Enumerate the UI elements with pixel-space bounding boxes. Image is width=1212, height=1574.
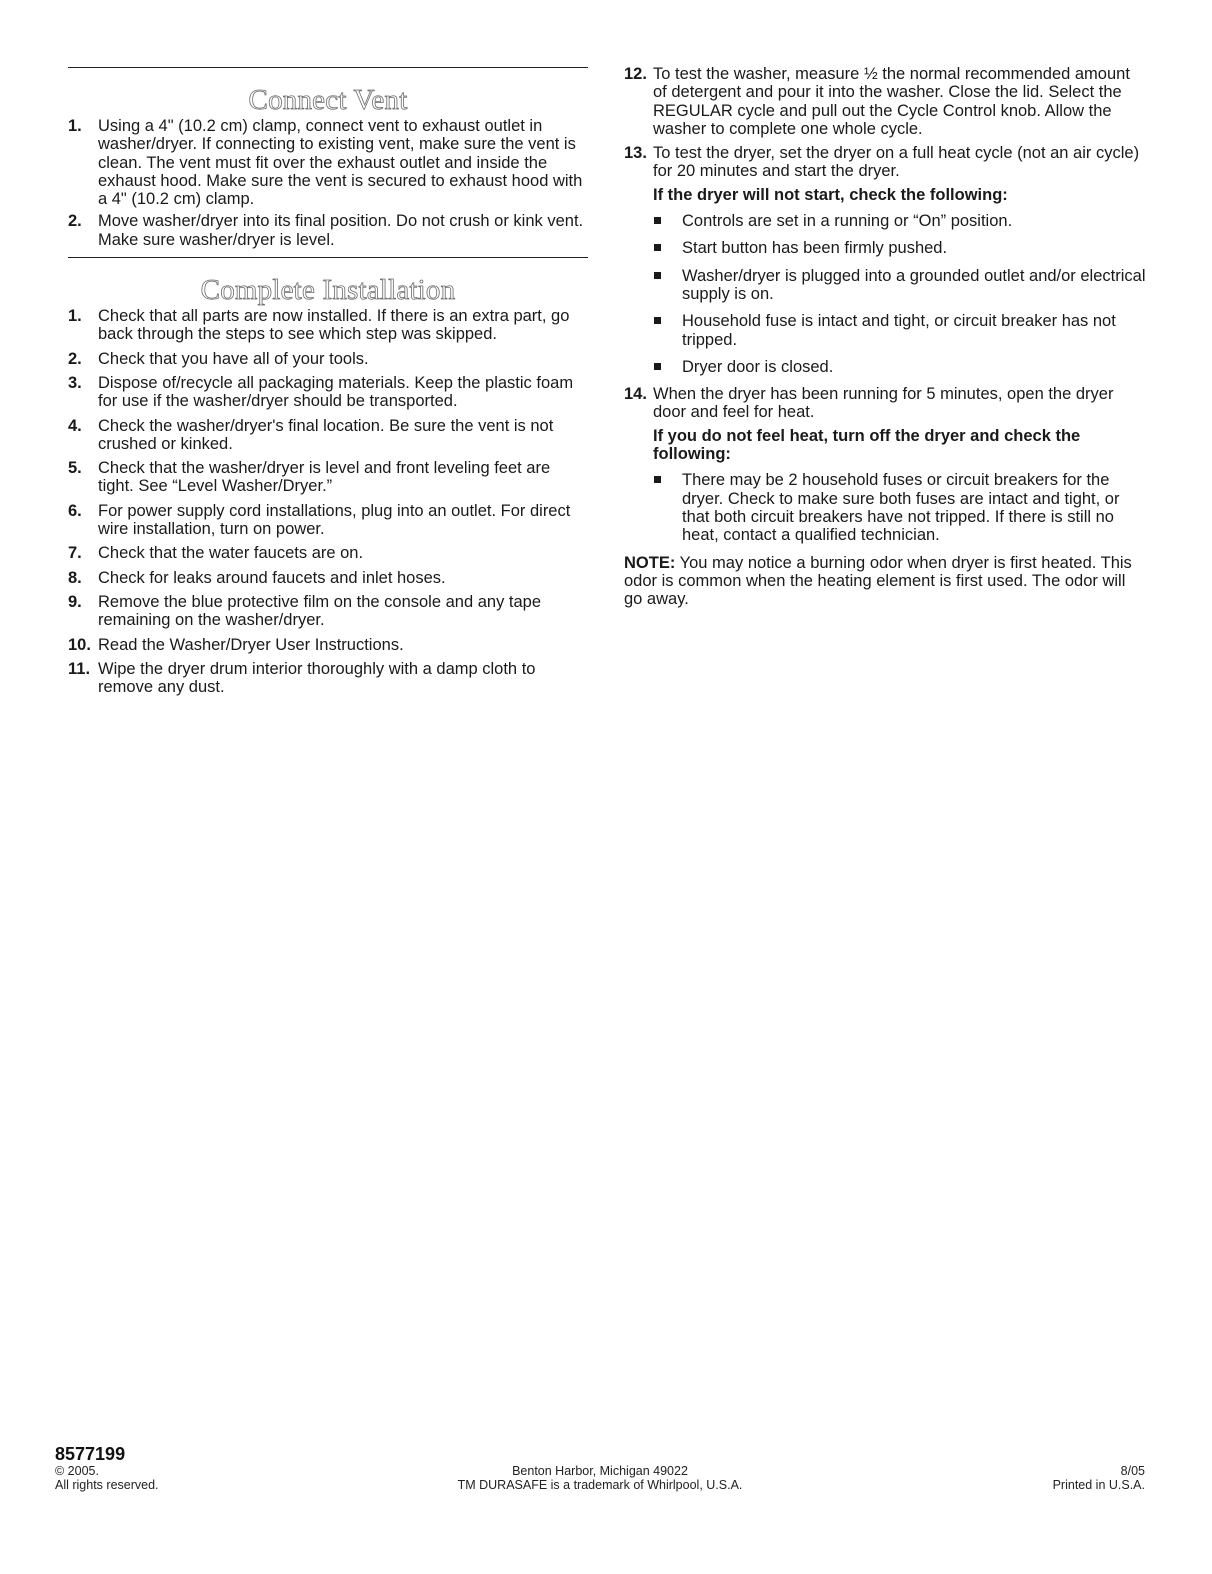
step-text: Move washer/dryer into its final position. Do not crush or kink vent. Make sure washer/dryer is level. <box>98 212 584 249</box>
list-item <box>68 350 588 368</box>
step-text: To test the dryer, set the dryer on a full heat cycle (not an air cycle) for 20 minutes and start the dryer. <box>653 144 1140 181</box>
trademark-text: TM DURASAFE is a trademark of Whirlpool, U.S.A. <box>457 1478 743 1492</box>
step-number: 10. <box>68 635 91 654</box>
step-number: 9. <box>68 592 82 611</box>
step-text: To test the washer, measure ½ the normal recommended amount of detergent and pour it into the washer. Close the lid. Select the REGULAR cycle and pull out the Cycle Control knob. Allow the washer to complete one whole cycle. <box>653 65 1130 138</box>
list-item <box>653 239 1146 257</box>
check-text: Start button has been firmly pushed. <box>682 239 948 258</box>
list-item <box>653 358 1146 376</box>
note-paragraph <box>624 554 1146 609</box>
list-item <box>68 307 588 344</box>
list-item <box>68 117 588 208</box>
square-bullet-icon <box>654 272 661 279</box>
check-text: Dryer door is closed. <box>682 357 834 376</box>
step-number: 5. <box>68 459 82 478</box>
list-item <box>68 660 588 697</box>
step-text: Wipe the dryer drum interior thoroughly with a damp cloth to remove any dust. <box>98 659 536 697</box>
list-item <box>653 312 1146 349</box>
no-heat-heading: If you do not feel heat, turn off the dryer and check the following: <box>653 426 1081 464</box>
copyright-text: © 2005. <box>55 1464 99 1478</box>
step-text: Check that all parts are now installed. If there is an extra part, go back through the steps to see which step was skipped. <box>98 307 570 344</box>
step-text: Using a 4" (10.2 cm) clamp, connect vent to exhaust outlet in washer/dryer. If connecting to existing vent, make sure the vent is clean. The vent must fit over the exhaust outlet and inside the exhaust hood. Make sure the vent is secured to exhaust hood with a 4" (10.2 cm) clamp. <box>98 117 583 209</box>
step-text: Read the Washer/Dryer User Instructions. <box>98 635 404 654</box>
square-bullet-icon <box>654 363 661 370</box>
step-number: 7. <box>68 544 82 563</box>
list-item <box>68 636 588 654</box>
complete-installation-heading: Complete Installation <box>200 274 456 307</box>
footer-row <box>55 1464 1145 1494</box>
step-number: 12. <box>624 65 647 83</box>
step-text: Check that you have all of your tools. <box>98 349 369 368</box>
step-text: Check that the washer/dryer is level and front leveling feet are tight. See “Level Washer/Dryer.” <box>98 459 551 496</box>
page-footer <box>55 1444 1145 1494</box>
list-item <box>68 502 588 539</box>
no-start-heading: If the dryer will not start, check the following: <box>653 185 1008 204</box>
step-number: 13. <box>624 144 647 163</box>
test-steps <box>624 65 1146 545</box>
list-item <box>653 471 1146 544</box>
step-number: 6. <box>68 501 82 520</box>
step-text: For power supply cord installations, plug into an outlet. For direct wire installation, turn on power. <box>98 501 571 539</box>
step-text: Check for leaks around faucets and inlet hoses. <box>98 568 446 587</box>
footer-center <box>55 1464 1145 1492</box>
complete-installation-steps <box>68 307 588 696</box>
step-text: Remove the blue protective film on the console and any tape remaining on the washer/dryer. <box>98 592 542 630</box>
list-item <box>624 144 1146 376</box>
step-number: 8. <box>68 568 82 587</box>
list-item <box>653 267 1146 304</box>
list-item <box>68 459 588 496</box>
step-number: 3. <box>68 373 82 392</box>
part-number: 8577199 <box>55 1444 126 1464</box>
no-start-checklist <box>653 212 1146 376</box>
step-text: Check that the water faucets are on. <box>98 544 364 563</box>
list-item <box>624 385 1146 544</box>
step-text: Dispose of/recycle all packaging materials. Keep the plastic foam for use if the washer/dryer should be transported. <box>98 373 574 411</box>
list-item <box>68 544 588 562</box>
step-number: 1. <box>68 117 82 135</box>
connect-vent-heading: Connect Vent <box>248 84 408 116</box>
right-column <box>624 0 1146 608</box>
no-heat-checklist <box>653 471 1146 544</box>
note-text: You may notice a burning odor when dryer is first heated. This odor is common when the heating element is first used. The odor will go away. <box>624 553 1132 609</box>
check-text: Household fuse is intact and tight, or circuit breaker has not tripped. <box>682 312 1116 349</box>
list-item <box>68 212 588 249</box>
step-number: 2. <box>68 212 82 231</box>
list-item <box>68 417 588 454</box>
square-bullet-icon <box>654 217 661 224</box>
list-item <box>68 593 588 630</box>
list-item <box>624 65 1146 138</box>
step-text: When the dryer has been running for 5 minutes, open the dryer door and feel for heat. <box>653 385 1114 422</box>
check-text: Controls are set in a running or “On” position. <box>682 212 1013 231</box>
check-text: Washer/dryer is plugged into a grounded outlet and/or electrical supply is on. <box>682 266 1146 303</box>
list-item <box>653 212 1146 230</box>
connect-vent-steps <box>68 117 588 249</box>
step-number: 2. <box>68 349 82 368</box>
step-number: 11. <box>68 659 91 678</box>
printed-text: Printed in U.S.A. <box>1052 1478 1145 1492</box>
date-text: 8/05 <box>1120 1464 1145 1478</box>
address-text: Benton Harbor, Michigan 49022 <box>512 1464 688 1478</box>
square-bullet-icon <box>654 476 661 483</box>
list-item <box>68 569 588 587</box>
footer-right <box>1053 1464 1145 1492</box>
step-text: Check the washer/dryer's final location. Be sure the vent is not crushed or kinked. <box>98 416 554 453</box>
left-column <box>68 0 588 696</box>
step-number: 4. <box>68 416 82 435</box>
rights-text: All rights reserved. <box>55 1478 159 1492</box>
check-text: There may be 2 household fuses or circuit breakers for the dryer. Check to make sure both fuses are intact and tight, or that both circuit breakers have not tripped. If there is still no heat, contact a qualified technician. <box>682 471 1120 545</box>
step-number: 1. <box>68 307 82 326</box>
step-number: 14. <box>624 385 647 404</box>
square-bullet-icon <box>654 244 661 251</box>
note-label: NOTE: <box>624 553 676 572</box>
list-item <box>68 374 588 411</box>
square-bullet-icon <box>654 317 661 324</box>
